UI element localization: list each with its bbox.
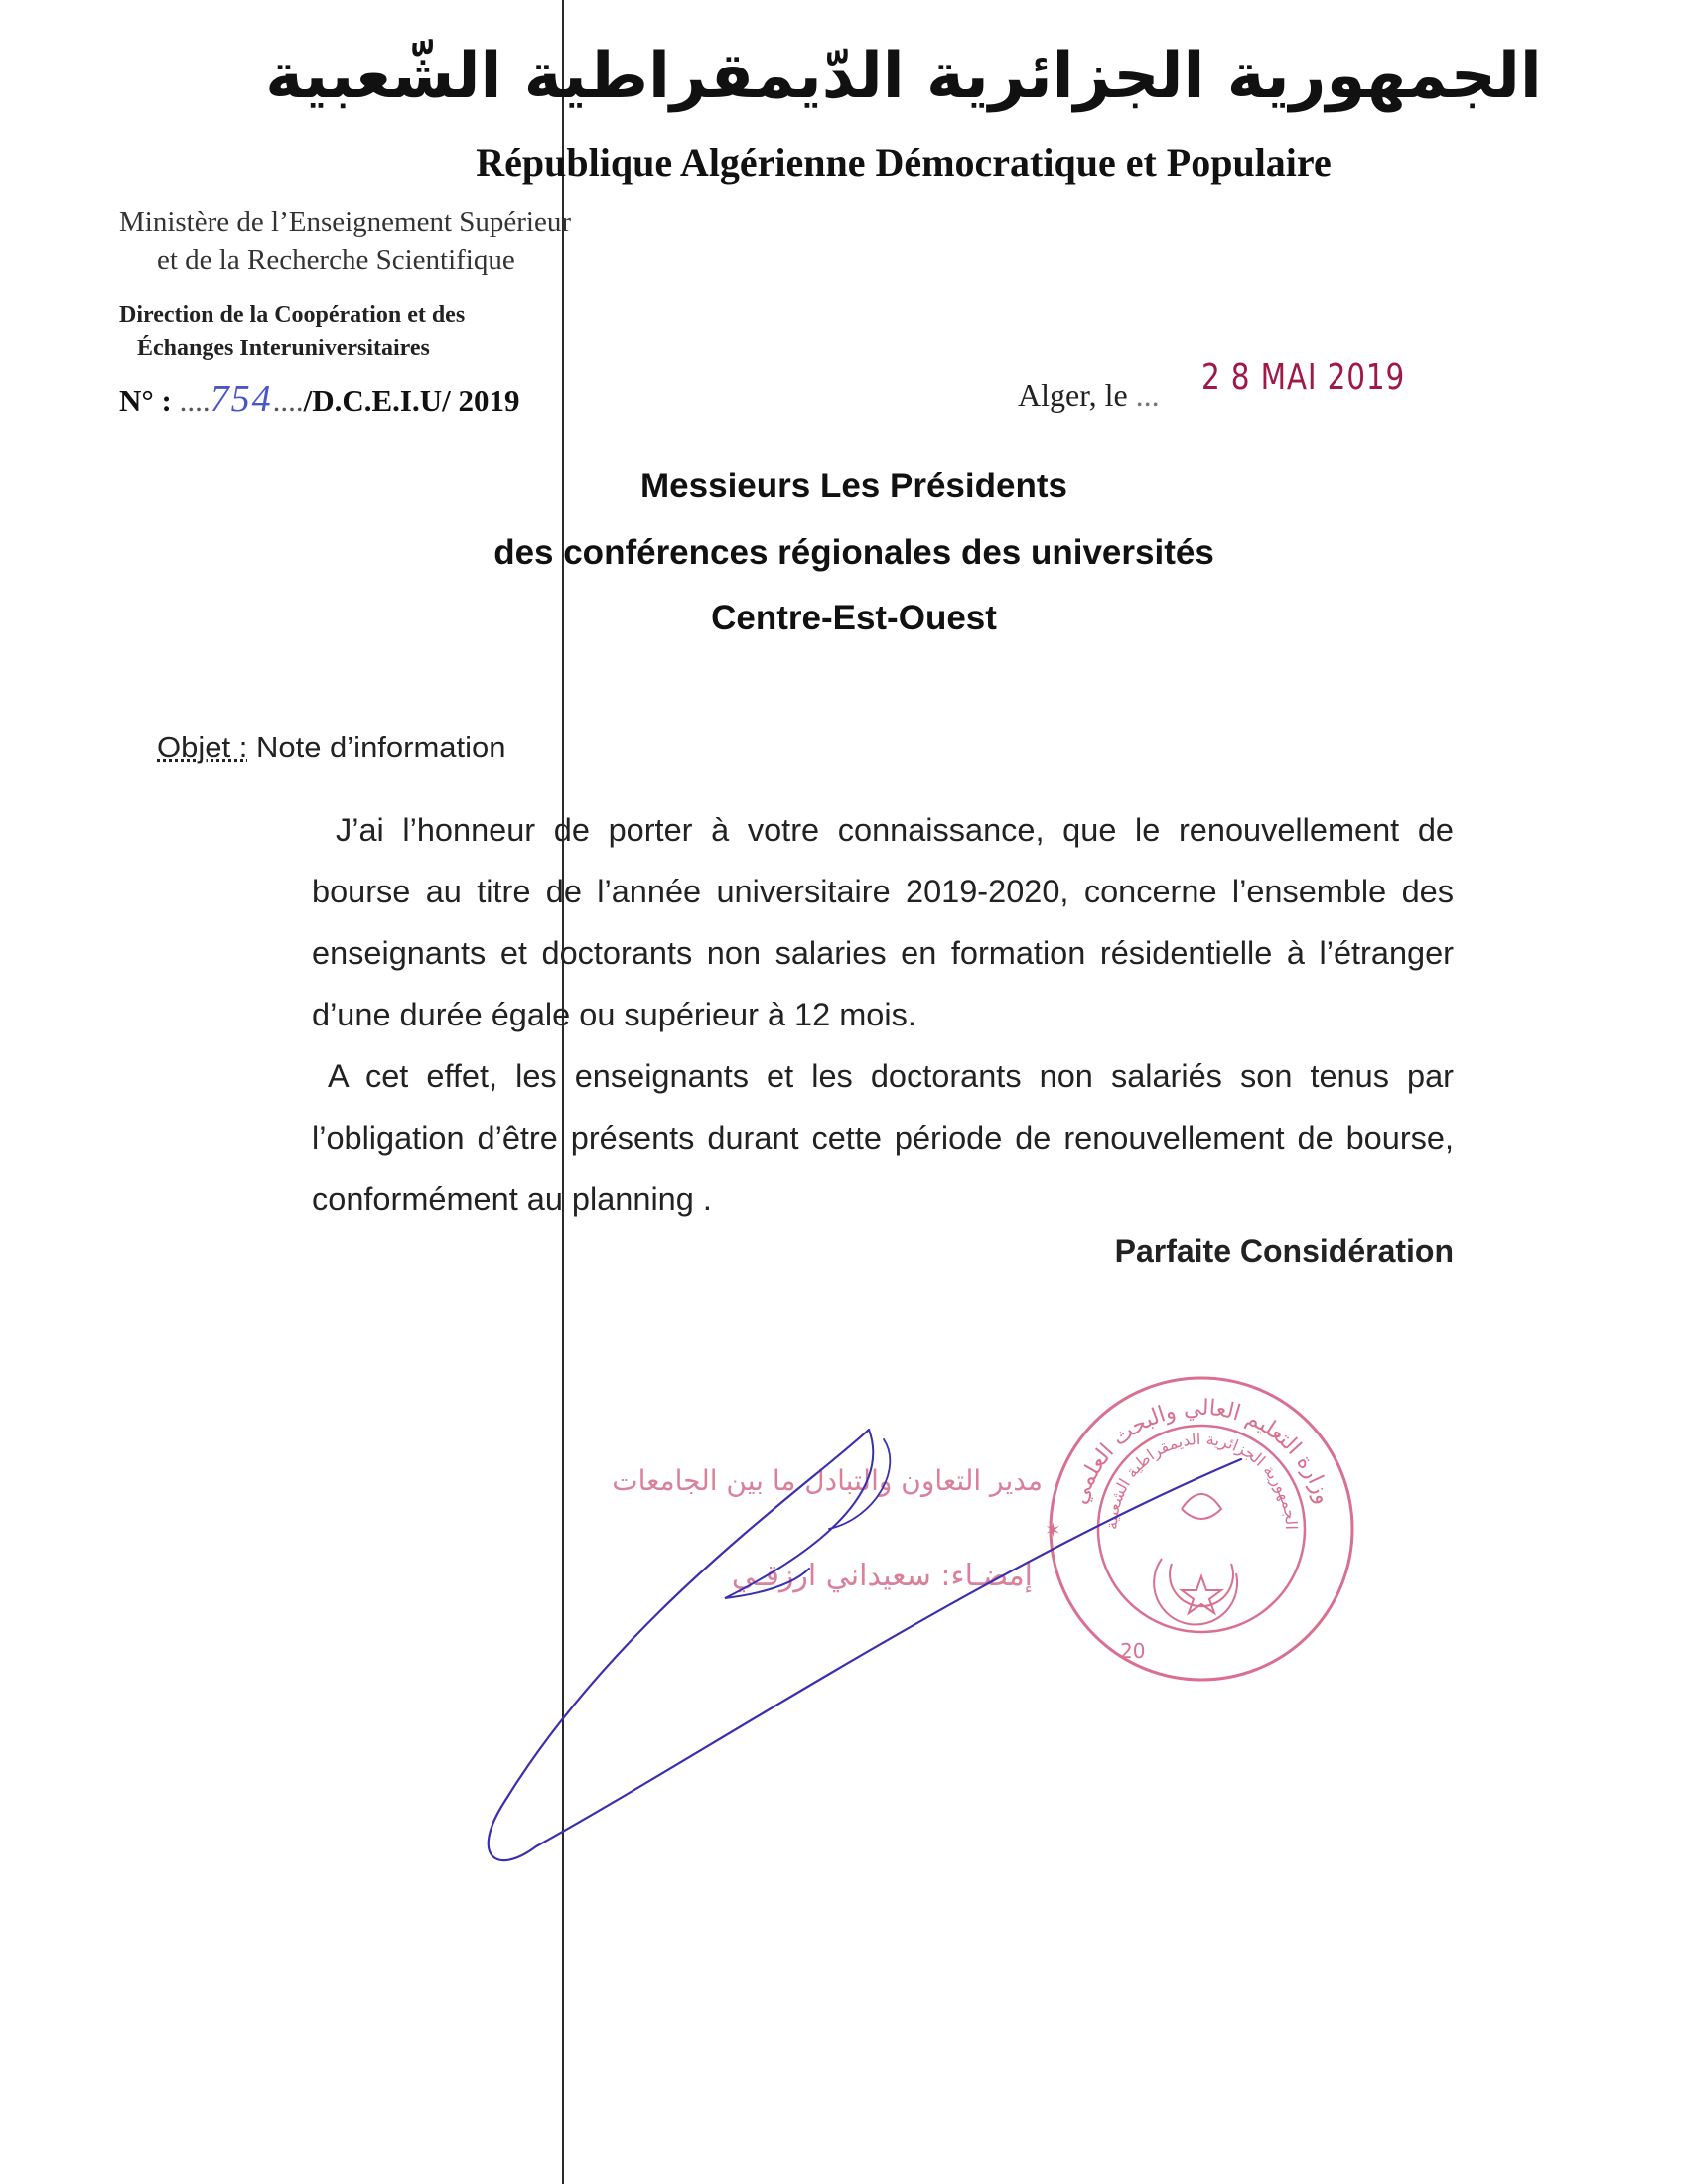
direction-name: [119, 298, 465, 365]
seal-number: 20: [1120, 1639, 1146, 1663]
place-dots: ...: [1127, 377, 1160, 413]
handwritten-reference-number: 754: [210, 378, 273, 420]
reference-dots-2: ....: [272, 383, 304, 418]
french-state-title: République Algérienne Démocratique et Populaire: [476, 140, 1332, 185]
handwritten-signature: [467, 1370, 1281, 1886]
date-stamp: 2 8 MAI 2019: [1201, 357, 1406, 398]
place-line: [1018, 377, 1160, 414]
ministry-name: [119, 204, 571, 279]
closing-salutation: Parfaite Considération: [1114, 1233, 1454, 1269]
arabic-state-title: الجمهورية الجزائرية الدّيمقراطية الشّعبية: [265, 40, 1542, 113]
signatory-title: مدير التعاون والتبادل ما بين الجامعات: [612, 1464, 1043, 1497]
letter-body: [312, 799, 1454, 1230]
recipient-line-2: des conférences régionales des universités: [493, 533, 1214, 572]
body-paragraph-1: J’ai l’honneur de porter à votre connaissance, que le renouvellement de bourse au titre de l’année universitaire 2019-2020, concerne l’ensemble des enseignants et doctorants non salaries en formation résidentielle à l’étranger d’une durée égale ou supérieur à 12 mois.: [312, 812, 1454, 1032]
ministry-line-2: et de la Recherche Scientifique: [157, 244, 515, 276]
reference-prefix: N° :: [119, 383, 172, 418]
reference-suffix: /D.C.E.I.U/ 2019: [303, 383, 520, 418]
signatory-name: إمضـاء: سعيداني ارزقـي: [731, 1559, 1033, 1593]
recipient-line-1: Messieurs Les Présidents: [640, 467, 1067, 505]
subject-label: Objet :: [157, 730, 248, 764]
body-paragraph-2: A cet effet, les enseignants et les doctorants non salariés son tenus par l’obligation d’être présents durant cette période de renouvellement de bourse, conformément au planning .: [312, 1058, 1454, 1217]
seal-outer-text: وزارة التعليم العالي والبحث العلمي: [1067, 1395, 1336, 1508]
seal-inner-text: الجمهورية الجزائرية الديمقراطية الشعبية: [1101, 1429, 1302, 1531]
subject-text: Note d’information: [255, 730, 506, 764]
reference-number: [119, 377, 520, 421]
recipient-line-3: Centre-Est-Ouest: [711, 599, 997, 637]
direction-line-1: Direction de la Coopération et des: [119, 302, 466, 328]
direction-line-2: Échanges Interuniversitaires: [137, 336, 430, 361]
ministry-line-1: Ministère de l’Enseignement Supérieur: [119, 206, 572, 238]
subject-line: [157, 730, 506, 765]
reference-dots: ....: [179, 383, 211, 418]
place-label: Alger, le: [1018, 377, 1128, 413]
seal-star-left-icon: ✶: [1045, 1520, 1061, 1542]
